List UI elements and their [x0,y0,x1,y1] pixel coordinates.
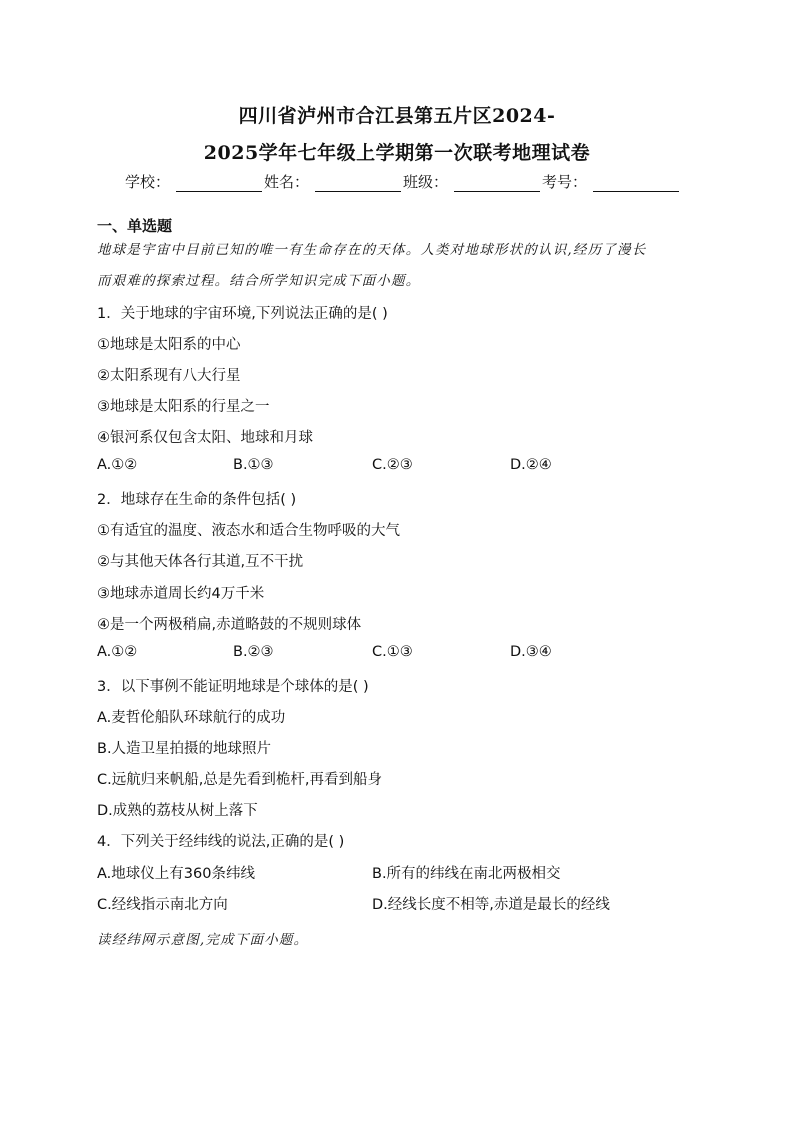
exam-title-line-1: 四川省泸州市合江县第五片区2024- [238,105,556,127]
question-4-stem: 4．下列关于经纬线的说法,正确的是( ) [97,834,345,850]
name-field [264,171,403,192]
question-3-option-a: A.麦哲伦船队环球航行的成功 [97,710,286,726]
question-1-statement-2: ②太阳系现有八大行星 [97,368,241,384]
student-info-row [125,171,681,192]
question-1-option-c: C.②③ [372,457,413,473]
question-3-option-c: C.远航归来帆船,总是先看到桅杆,再看到船身 [97,772,382,788]
question-2-statement-4: ④是一个两极稍扁,赤道略鼓的不规则球体 [97,617,362,633]
question-2-option-c: C.①③ [372,644,413,660]
question-2-statement-2: ②与其他天体各行其道,互不干扰 [97,554,304,570]
exam-title-line-2: 2025学年七年级上学期第一次联考地理试卷 [203,142,591,164]
question-4-option-c: C.经线指示南北方向 [97,897,228,913]
question-2-statement-3: ③地球赤道周长约4万千米 [97,586,265,602]
question-1-option-a: A.①② [97,457,138,473]
question-4-option-a: A.地球仪上有360条纬线 [97,866,255,882]
question-1-statement-1: ①地球是太阳系的中心 [97,337,241,353]
school-blank [176,175,262,192]
school-field [125,171,264,192]
question-1-statement-4: ④银河系仅包含太阳、地球和月球 [97,430,313,446]
question-3-stem: 3．以下事例不能证明地球是个球体的是( ) [97,679,369,695]
school-label: 学校： [125,173,171,191]
name-blank [315,175,401,192]
question-2-option-b: B.②③ [233,644,274,660]
class-blank [454,175,540,192]
question-1-stem: 1．关于地球的宇宙环境,下列说法正确的是( ) [97,306,388,322]
section-intro-line-2: 而艰难的探索过程。结合所学知识完成下面小题。 [97,273,421,289]
name-label: 姓名： [264,173,310,191]
section-intro-line-1: 地球是宇宙中目前已知的唯一有生命存在的天体。人类对地球形状的认识,经历了漫长 [97,242,647,258]
class-label: 班级： [403,173,449,191]
question-4-option-d: D.经线长度不相等,赤道是最长的经线 [372,897,610,913]
class-field [403,171,542,192]
question-4-option-b: B.所有的纬线在南北两极相交 [372,866,561,882]
exam-number-field [542,171,681,192]
question-2-statement-1: ①有适宜的温度、液态水和适合生物呼吸的大气 [97,523,400,539]
section-heading: 一、单选题 [97,217,173,235]
question-1-option-d: D.②④ [510,457,552,473]
question-1-statement-3: ③地球是太阳系的行星之一 [97,399,270,415]
question-2-option-a: A.①② [97,644,138,660]
exam-number-label: 考号： [542,173,588,191]
question-3-option-d: D.成熟的荔枝从树上落下 [97,803,258,819]
question-2-option-d: D.③④ [510,644,552,660]
question-2-stem: 2．地球存在生命的条件包括( ) [97,492,297,508]
question-1-option-b: B.①③ [233,457,274,473]
next-group-intro: 读经纬网示意图,完成下面小题。 [97,932,309,948]
question-3-option-b: B.人造卫星拍摄的地球照片 [97,741,272,757]
exam-number-blank [593,175,679,192]
